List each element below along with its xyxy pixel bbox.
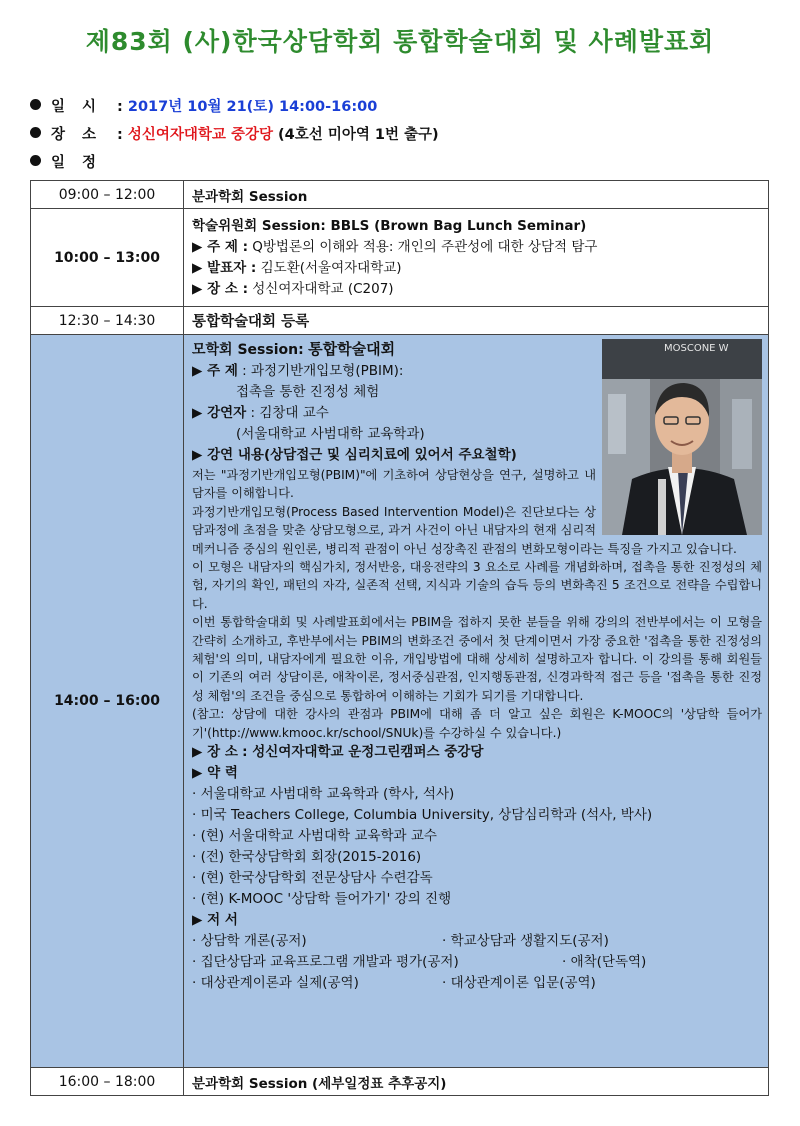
books-row [192, 973, 762, 994]
content-paragraph: 저는 "과정기반개입모형(PBIM)"에 기초하여 상담현상을 연구, 설명하고 내담자를 이해합니다. [192, 468, 596, 501]
session-title: 학술위원회 Session: BBLS (Brown Bag Lunch Seminar) [192, 217, 587, 234]
book-item: · 대상관계이론 입문(공역) [442, 975, 596, 992]
career-item: · (현) 서울대학교 사범대학 교육학과 교수 [192, 828, 437, 845]
topic-text: Q방법론의 이해와 적용: 개인의 주관성에 대한 상담적 탐구 [252, 238, 598, 255]
content-paragraph: 과정기반개입모형(Process Based Intervention Model)은 진단보다는 상담과정에 초점을 맞춘 상담모형으로, 과거 사건이 아닌 내담자의 현재 심리적 메커니즘 중심의 원인론, 병리적 관점이 아닌 성장촉진 관점의 변화모형이라는 특징을 가지고 있습니다. [192, 504, 737, 556]
content-label: ▶ 강연 내용(상담접근 및 심리치료에 있어서 주요철학) [192, 447, 517, 463]
place-label: ▶ 장 소 : [192, 280, 248, 297]
session-title: 통합학술대회 [308, 340, 396, 358]
place-label: ▶ 장 소 [192, 744, 238, 761]
books-row [192, 952, 762, 973]
bullet-icon [30, 127, 41, 138]
topic-label: ▶ 주 제 [192, 363, 238, 379]
books-row [192, 931, 762, 952]
topic-text: : 과정기반개입모형(PBIM): [242, 363, 404, 379]
bullet-icon [30, 99, 41, 110]
table-row [31, 335, 769, 1068]
content-paragraph: (참고: 상담에 대한 강사의 관점과 PBIM에 대해 좀 더 알고 싶은 회원은 K-MOOC의 '상담학 들어가기'(http://www.kmooc.kr/school/SNUk)를 수강하실 수 있습니다.) [192, 707, 762, 740]
place-note: (4호선 미아역 1번 출구) [278, 127, 439, 143]
lecturer-text: : 김창대 교수 [250, 405, 329, 421]
bullet-icon [30, 155, 41, 166]
career-item: · (현) K-MOOC '상담학 들어가기' 강의 진행 [192, 891, 452, 908]
career-label: ▶ 약 력 [192, 765, 238, 782]
date-value: 2017년 10월 21(토) 14:00-16:00 [127, 99, 378, 115]
content-paragraph: 이 모형은 내담자의 핵심가치, 정서반응, 대응전략의 3 요소로 사례를 개념화하며, 접촉을 통한 진정성의 체험, 자기의 확인, 패턴의 자각, 실존적 선택, 지식과 기술의 습득 등의 변화촉진 5 조건으로 전략을 수립합니다. [192, 560, 762, 611]
info-place: 장 소 : 성신여자대학교 중강당 (4호선 미아역 1번 출구) [30, 123, 439, 144]
book-item: · 상담학 개론(공저) [192, 933, 307, 950]
table-row [31, 209, 769, 307]
place-value: 성신여자대학교 중강당 [127, 127, 273, 143]
info-schedule [30, 151, 117, 172]
session-prefix: 모학회 Session: [192, 342, 304, 358]
time-cell: 16:00 – 18:00 [31, 1068, 184, 1096]
speaker-label: ▶ 발표자 : [192, 259, 257, 276]
info-date: 일 시 : 2017년 10월 21(토) 14:00-16:00 [30, 95, 377, 116]
career-item: · (전) 한국상담학회 회장(2015-2016) [192, 849, 422, 866]
lecturer-affiliation: (서울대학교 사범대학 교육학과) [236, 426, 425, 442]
table-row [31, 307, 769, 335]
content-paragraph: 이번 통합학술대회 및 사례발표회에서는 PBIM을 접하지 못한 분들을 위해 강의의 전반부에서는 이 모형을 간략히 소개하고, 후반부에서는 PBIM의 변화조건 중에서 첫 단계이면서 가장 중요한 '접촉을 통한 진정성의 체험'의 의미, 내담자에게 필요한 이유, 개입방법에 대해 상세히 설명하고자 합니다. 이 강의를 통해 회원들이 기존의 여러 상담이론, 애착이론, 정서중심관점, 인지행동관점, 신경과학적 접근 등을 '접촉을 통한 진정성 체험'의 조건을 중심으로 통합하여 이해하는 기회가 되기를 기대합니다. [192, 615, 762, 703]
lecturer-label: ▶ 강연자 [192, 405, 247, 421]
time-cell: 09:00 – 12:00 [31, 181, 184, 209]
photo-sign-text: MOSCONE W [664, 343, 729, 354]
schedule-table [30, 180, 769, 1096]
career-item: · 미국 Teachers College, Columbia University, 상담심리학과 (석사, 박사) [192, 807, 653, 824]
book-item: · 학교상담과 생활지도(공저) [442, 933, 609, 950]
place-text: 성신여자대학교 (C207) [252, 280, 394, 297]
page-title: 제83회 (사)한국상담학회 통합학술대회 및 사례발표회 [85, 27, 715, 56]
book-item: · 집단상담과 교육프로그램 개발과 평가(공저) [192, 954, 459, 971]
speaker-photo [602, 339, 762, 535]
session-note: (세부일정표 추후공지) [312, 1075, 447, 1092]
table-row [31, 1068, 769, 1096]
schedule-label: 일 정 [51, 155, 103, 171]
book-item: · 애착(단독역) [562, 954, 647, 971]
career-item: · 서울대학교 사범대학 교육학과 (학사, 석사) [192, 786, 455, 803]
book-item: · 대상관계이론과 실제(공역) [192, 975, 359, 992]
session-title: 통합학술대회 등록 [184, 307, 769, 335]
place-label: 장 소 [51, 127, 103, 143]
place-text: : 성신여자대학교 운정그린캠퍼스 중강당 [242, 744, 484, 761]
table-row [31, 181, 769, 209]
time-cell: 14:00 – 16:00 [31, 335, 184, 1068]
speaker-text: 김도환(서울여자대학교) [260, 259, 402, 276]
topic-label: ▶ 주 제 : [192, 238, 248, 255]
books-label: ▶ 저 서 [192, 912, 238, 929]
session-title: 분과학회 Session [184, 181, 769, 209]
time-cell: 12:30 – 14:30 [31, 307, 184, 335]
topic-text-2: 접촉을 통한 진정성 체험 [236, 384, 380, 400]
date-label: 일 시 [51, 99, 103, 115]
speaker-photo-image [602, 339, 762, 535]
time-cell: 10:00 – 13:00 [31, 209, 184, 307]
career-item: · (현) 한국상담학회 전문상담사 수련감독 [192, 870, 433, 887]
session-title: 분과학회 Session [192, 1075, 308, 1092]
